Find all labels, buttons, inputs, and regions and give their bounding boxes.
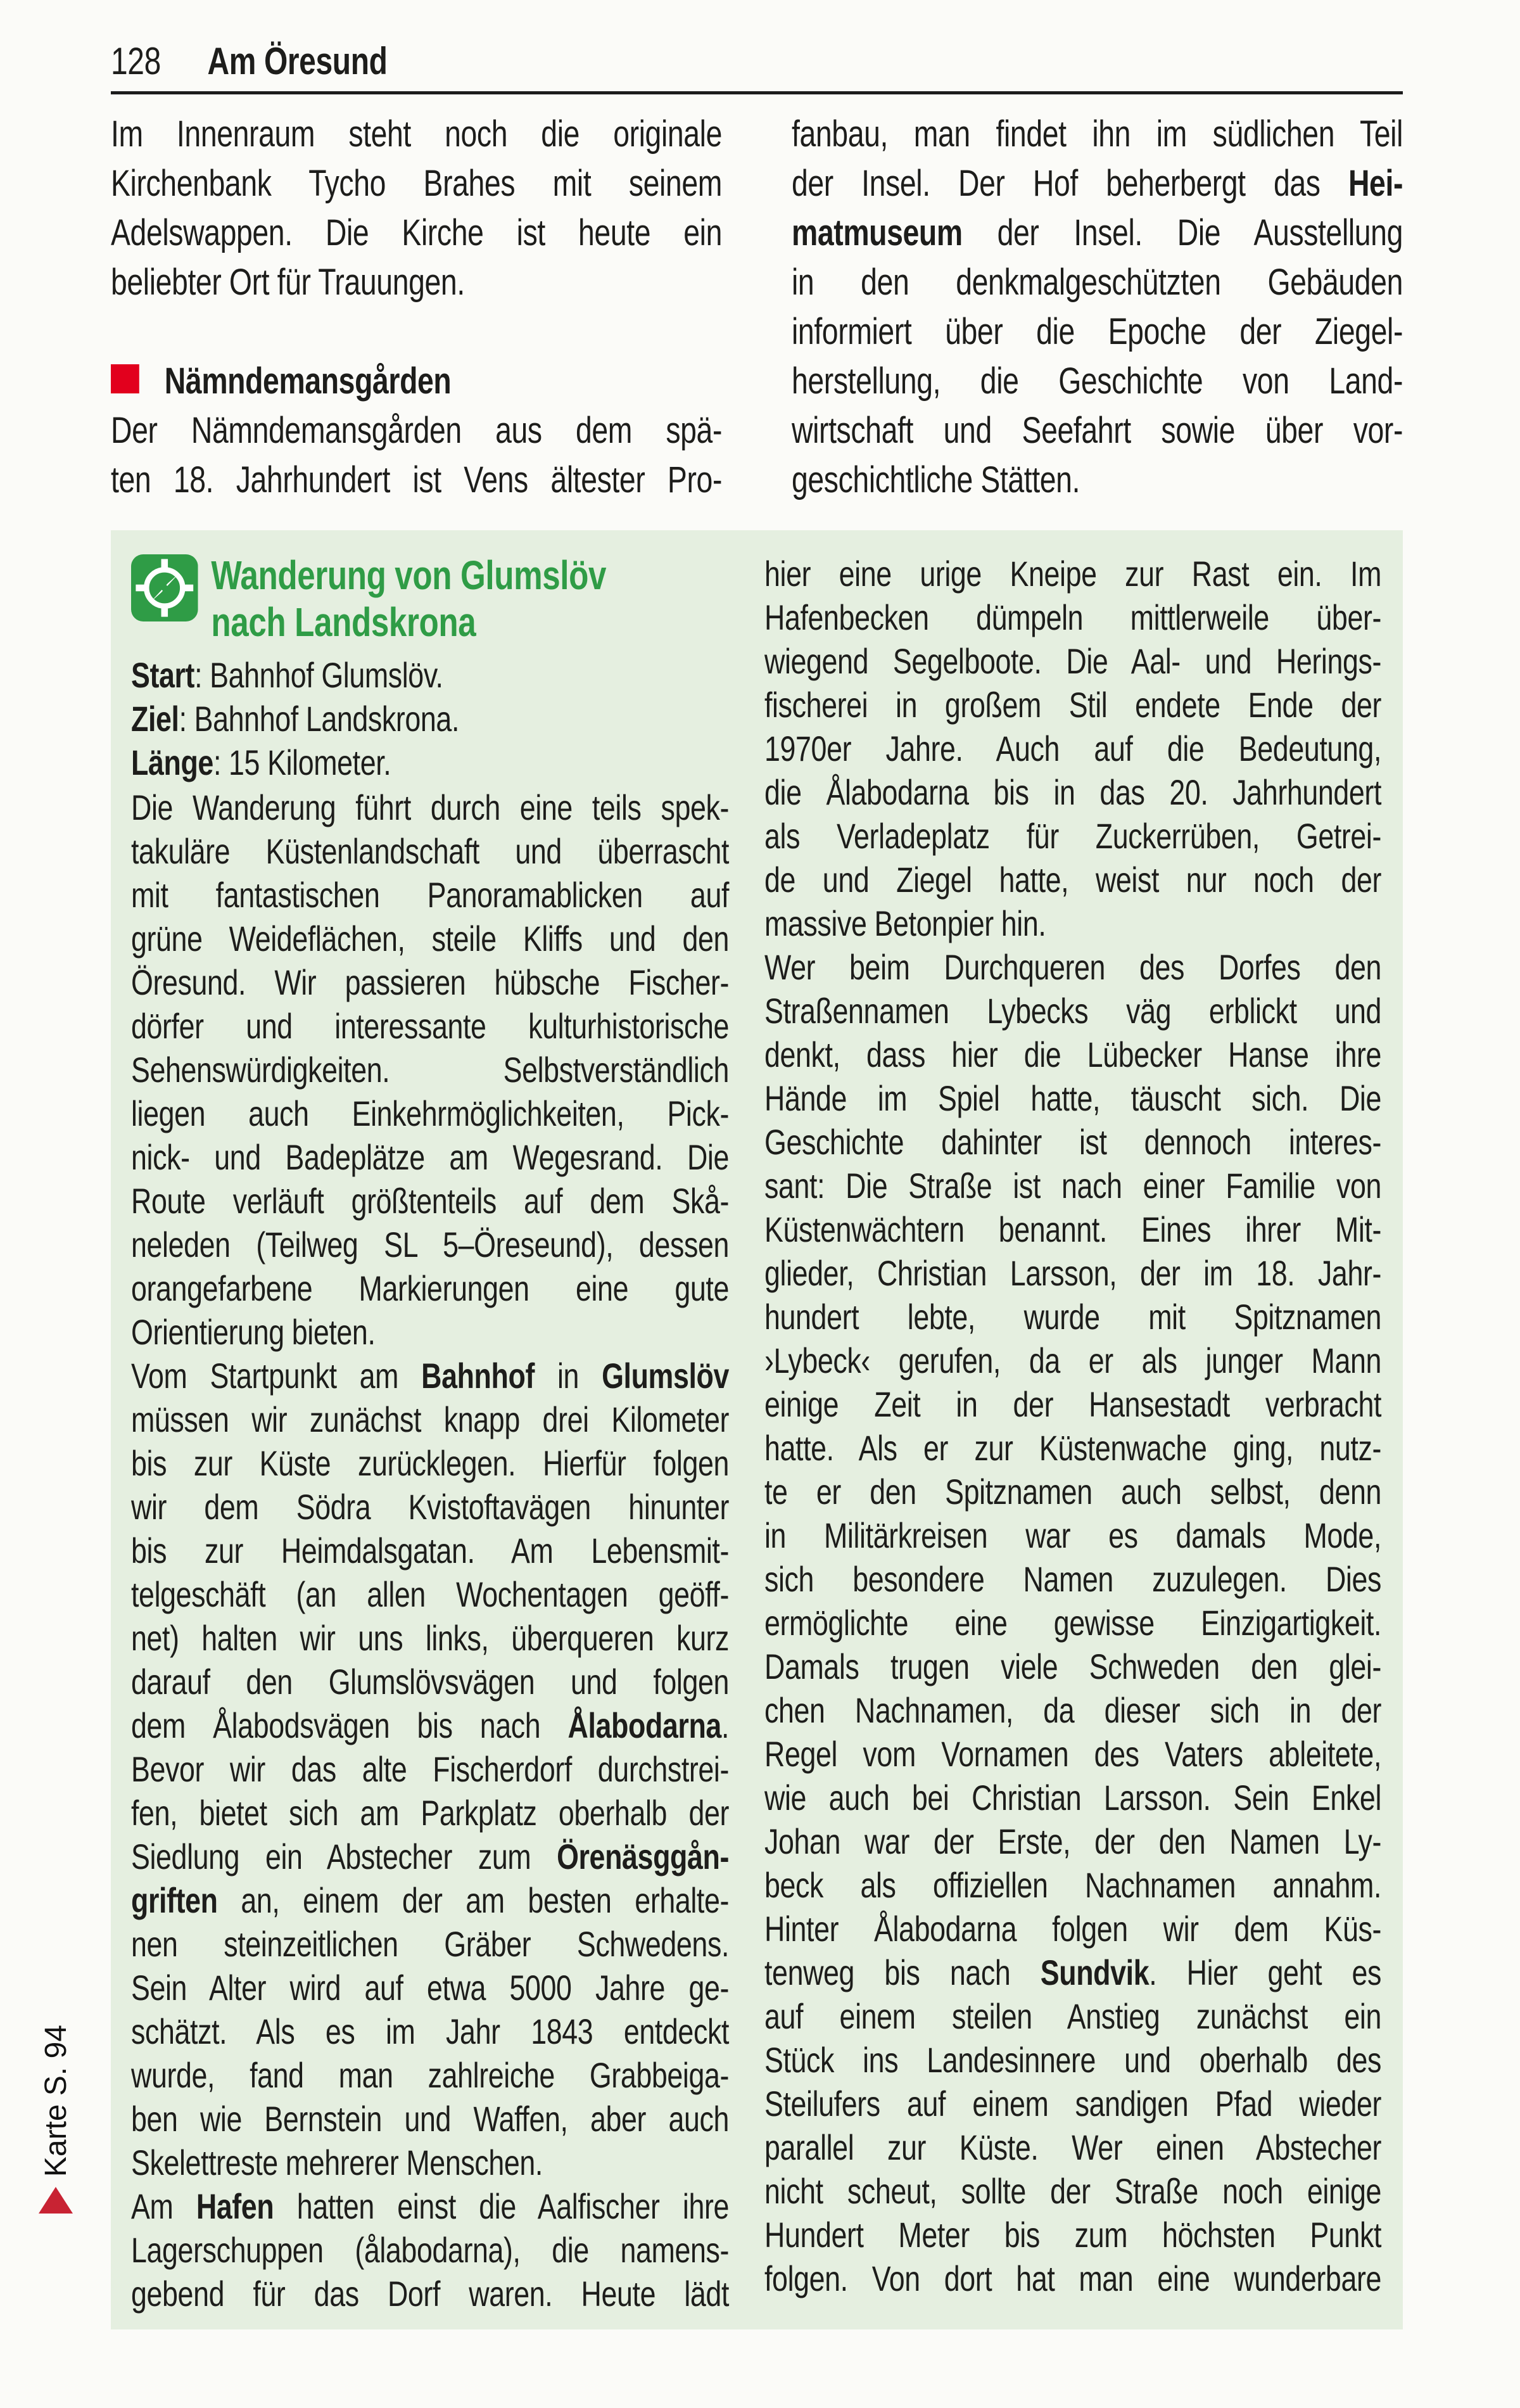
hike-title-line-1: Wanderung von Glumslöv xyxy=(211,552,607,598)
text-line: ben wie Bernstein und Waffen, aber auch xyxy=(131,2099,729,2139)
text-line: liegen auch Einkehrmöglichkeiten, Pick- xyxy=(131,1093,729,1133)
hike-info-lines xyxy=(131,653,729,784)
text-line: dem Ålabodsvägen bis nach Ålabodarna. xyxy=(131,1705,729,1745)
text-line: beck als offiziellen Nachnamen annahm. xyxy=(764,1865,1381,1905)
map-marker-triangle-icon xyxy=(39,2187,73,2214)
text-line: Küstenwächtern benannt. Eines ihrer Mit- xyxy=(764,1209,1381,1249)
intro-right-paragraph xyxy=(792,110,1403,505)
text-line: griften an, einem der am besten erhalte- xyxy=(131,1880,729,1920)
text-line: dörfer und interessante kulturhistorische xyxy=(131,1006,729,1046)
text-line: orangefarbene Markierungen eine gute xyxy=(131,1268,729,1308)
text-line: wiegend Segelboote. Die Aal- und Herings- xyxy=(764,641,1381,681)
text-line: Start: Bahnhof Glumslöv. xyxy=(131,655,443,695)
text-line: müssen wir zunächst knapp drei Kilometer xyxy=(131,1399,729,1439)
page-number: 128 xyxy=(111,40,161,82)
header-rule xyxy=(111,91,1403,94)
text-line: gebend für das Dorf waren. Heute lädt xyxy=(131,2274,729,2314)
text-line: die Ålabodarna bis in das 20. Jahrhundert xyxy=(764,772,1381,812)
text-line: schätzt. Als es im Jahr 1843 entdeckt xyxy=(131,2011,729,2051)
text-line: mit fantastischen Panoramablicken auf xyxy=(131,875,729,915)
text-line: Öresund. Wir passieren hübsche Fischer- xyxy=(131,962,729,1002)
text-line: Adelswappen. Die Kirche ist heute ein xyxy=(111,212,722,253)
text-line: ten 18. Jahrhundert ist Vens ältester Pro- xyxy=(111,459,722,500)
intro-left-paragraph-1 xyxy=(111,110,722,307)
text-line: Regel vom Vornamen des Vaters ableitete, xyxy=(764,1734,1381,1774)
text-line: fanbau, man findet ihn im südlichen Teil xyxy=(792,113,1403,155)
text-line: massive Betonpier hin. xyxy=(764,903,1046,943)
text-line: Straßennamen Lybecks väg erblickt und xyxy=(764,991,1381,1031)
text-line: Skelettreste mehrerer Menschen. xyxy=(131,2143,543,2182)
text-line: der Insel. Der Hof beherbergt das Hei- xyxy=(792,163,1403,204)
text-line: Der Nämndemansgården aus dem spä- xyxy=(111,410,722,451)
text-line: de und Ziegel hatte, weist nur noch der xyxy=(764,860,1381,900)
text-line: glieder, Christian Larsson, der im 18. Jahr- xyxy=(764,1253,1381,1293)
text-line: Steilufers auf einem sandigen Pfad wieder xyxy=(764,2084,1381,2124)
text-line: Route verläuft größtenteils auf dem Skå- xyxy=(131,1181,729,1221)
text-line: parallel zur Küste. Wer einen Abstecher xyxy=(764,2127,1381,2167)
text-line: Vom Startpunkt am Bahnhof in Glumslöv xyxy=(131,1356,730,1396)
text-line: wir dem Södra Kvistoftavägen hinunter xyxy=(131,1487,729,1527)
text-line: Sehenswürdigkeiten. Selbstverständlich xyxy=(131,1050,729,1090)
section-title: Am Öresund xyxy=(207,40,388,82)
text-line: Sein Alter wird auf etwa 5000 Jahre ge- xyxy=(131,1968,729,2008)
hike-box-left-text xyxy=(131,786,729,2316)
text-line: bis zur Küste zurücklegen. Hierfür folgen xyxy=(131,1443,729,1483)
text-line: telgeschäft (an allen Wochentagen geöff- xyxy=(131,1574,729,1614)
text-line: Orientierung bieten. xyxy=(131,1312,376,1352)
text-line: matmuseum der Insel. Die Ausstellung xyxy=(792,212,1403,253)
text-line: nick- und Badeplätze am Wegesrand. Die xyxy=(131,1137,729,1177)
text-line: bis zur Heimdalsgatan. Am Lebensmit- xyxy=(131,1531,729,1570)
text-line: auf einem steilen Anstieg zunächst ein xyxy=(764,1996,1381,2036)
hike-tour-box xyxy=(111,530,1403,2329)
text-line: hatte. Als er zur Küstenwache ging, nutz- xyxy=(764,1428,1381,1468)
text-line: denkt, dass hier die Lübecker Hanse ihre xyxy=(764,1035,1381,1074)
text-line: Lagerschuppen (ålabodarna), die namens- xyxy=(131,2230,729,2270)
text-line: Hundert Meter bis zum höchsten Punkt xyxy=(764,2215,1381,2255)
text-line: folgen. Von dort hat man eine wunderbare xyxy=(764,2258,1381,2298)
text-line: takuläre Küstenlandschaft und überrascht xyxy=(131,831,729,871)
paragraph-gap xyxy=(111,307,722,357)
hike-box-right-column xyxy=(764,552,1381,2316)
text-line: chen Nachnamen, da dieser sich in der xyxy=(764,1690,1381,1730)
hike-title-line-2: nach Landskrona xyxy=(211,599,476,645)
text-line: wirtschaft und Seefahrt sowie über vor- xyxy=(792,410,1403,451)
text-line: beliebter Ort für Trauungen. xyxy=(111,262,465,303)
hike-box-left-column xyxy=(131,552,729,2316)
text-line: wie auch bei Christian Larsson. Sein Enkel xyxy=(764,1778,1381,1818)
text-line: nen steinzeitlichen Gräber Schwedens. xyxy=(131,1924,729,1964)
text-line: nicht scheut, sollte der Straße noch einige xyxy=(764,2171,1381,2211)
intro-right-column xyxy=(792,110,1403,505)
text-line: als Verladeplatz für Zuckerrüben, Getrei- xyxy=(764,816,1381,856)
text-line: einige Zeit in der Hansestadt verbracht xyxy=(764,1384,1381,1424)
subsection-heading xyxy=(111,357,722,406)
subsection-heading-label: Nämndemansgården xyxy=(164,360,452,402)
page-header xyxy=(111,39,1403,84)
text-line: Damals trugen viele Schweden den glei- xyxy=(764,1647,1381,1686)
red-square-bullet-icon xyxy=(111,364,139,393)
text-line: Siedlung ein Abstecher zum Örenäsggån- xyxy=(131,1837,729,1876)
text-line: tenweg bis nach Sundvik. Hier geht es xyxy=(764,1953,1381,1992)
text-line: Wer beim Durchqueren des Dorfes den xyxy=(764,947,1381,987)
text-line: informiert über die Epoche der Ziegel- xyxy=(792,311,1403,352)
text-line: Geschichte dahinter ist dennoch interes- xyxy=(764,1122,1381,1162)
text-line: neleden (Teilweg SL 5–Öreseund), dessen xyxy=(131,1225,729,1265)
text-line: sant: Die Straße ist nach einer Familie von xyxy=(764,1166,1381,1206)
text-line: darauf den Glumslövsvägen und folgen xyxy=(131,1662,729,1702)
text-line: ›Lybeck‹ gerufen, da er als junger Mann xyxy=(764,1341,1381,1380)
text-line: sich besondere Namen zuzulegen. Dies xyxy=(764,1559,1381,1599)
intro-left-paragraph-2 xyxy=(111,406,722,505)
compass-icon xyxy=(131,554,198,621)
text-line: Die Wanderung führt durch eine teils spek- xyxy=(131,787,729,827)
text-line: herstellung, die Geschichte von Land- xyxy=(792,360,1403,402)
map-reference-label: Karte S. 94 xyxy=(39,2025,73,2177)
hike-box-title xyxy=(131,552,729,646)
intro-left-column xyxy=(111,110,722,505)
text-line: Hinter Ålabodarna folgen wir dem Küs- xyxy=(764,1909,1381,1949)
text-line: Johan war der Erste, der den Namen Ly- xyxy=(764,1821,1381,1861)
text-line: Kirchenbank Tycho Brahes mit seinem xyxy=(111,163,722,204)
text-line: Bevor wir das alte Fischerdorf durchstrei- xyxy=(131,1749,729,1789)
text-line: te er den Spitznamen auch selbst, denn xyxy=(764,1472,1381,1512)
text-line: fischerei in großem Stil endete Ende der xyxy=(764,685,1381,725)
text-line: in Militärkreisen war es damals Mode, xyxy=(764,1515,1381,1555)
text-line: Im Innenraum steht noch die originale xyxy=(111,113,722,155)
text-line: Ziel: Bahnhof Landskrona. xyxy=(131,699,459,739)
text-line: wurde, fand man zahlreiche Grabbeiga- xyxy=(131,2055,729,2095)
text-line: net) halten wir uns links, überqueren kurz xyxy=(131,1618,729,1658)
text-line: Hände im Spiel hatte, täuscht sich. Die xyxy=(764,1078,1381,1118)
text-line: Am Hafen hatten einst die Aalfischer ihre xyxy=(131,2186,730,2226)
text-line: Hafenbecken dümpeln mittlerweile über- xyxy=(764,597,1381,637)
text-line: hundert lebte, wurde mit Spitznamen xyxy=(764,1297,1381,1337)
text-line: Länge: 15 Kilometer. xyxy=(131,742,391,782)
text-line: 1970er Jahre. Auch auf die Bedeutung, xyxy=(764,729,1381,768)
text-line: grüne Weideflächen, steile Kliffs und den xyxy=(131,919,729,959)
text-line: hier eine urige Kneipe zur Rast ein. Im xyxy=(764,554,1381,594)
text-line: geschichtliche Stätten. xyxy=(792,459,1080,500)
margin-note xyxy=(18,2025,94,2214)
intro-section xyxy=(111,110,1403,505)
text-line: Stück ins Landesinnere und oberhalb des xyxy=(764,2040,1381,2080)
hike-box-right-text xyxy=(764,552,1381,2300)
text-line: fen, bietet sich am Parkplatz oberhalb der xyxy=(131,1793,729,1833)
text-line: ermöglichte eine gewisse Einzigartigkeit. xyxy=(764,1603,1381,1643)
text-line: in den denkmalgeschützten Gebäuden xyxy=(792,262,1403,303)
